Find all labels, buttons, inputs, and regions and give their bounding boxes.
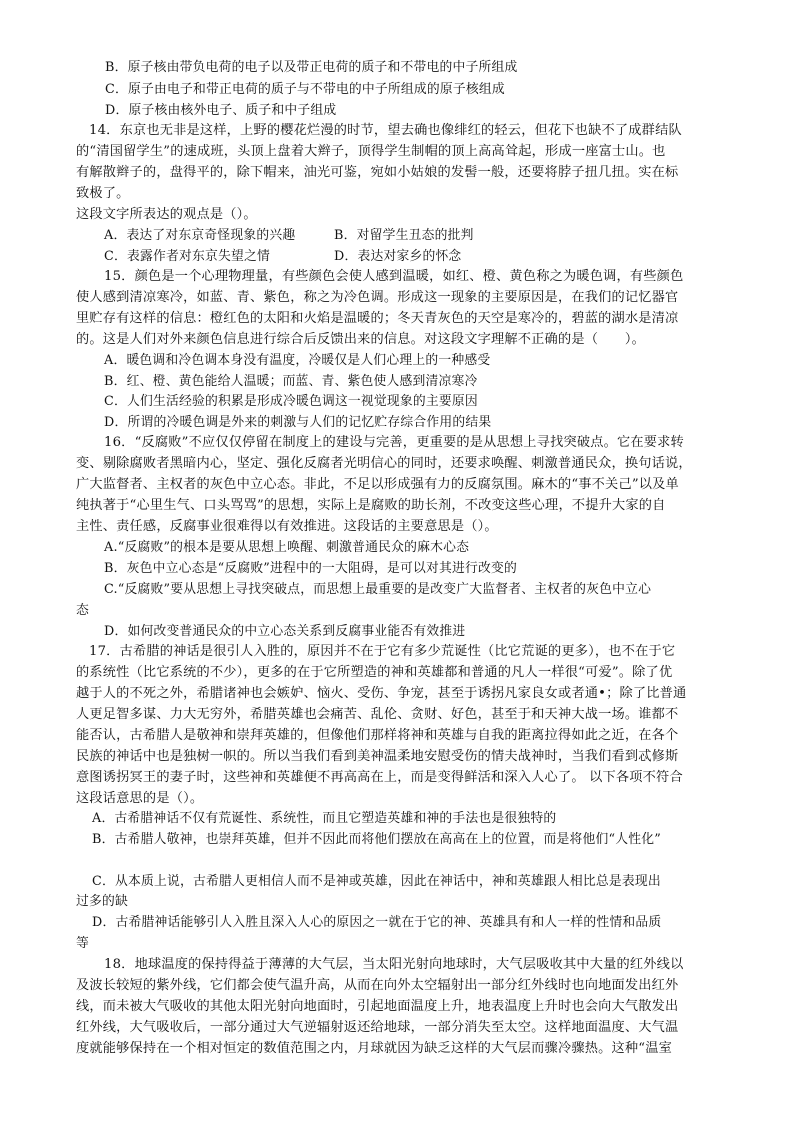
q14-option-a: A．表达了对东京奇怪现象的兴趣 xyxy=(104,228,296,243)
q15-option-a: A．暖色调和冷色调本身没有温度，冷暖仅是人们心理上的一种感受 xyxy=(104,353,491,368)
q17-option-a: A．古希腊神话不仅有荒诞性、系统性，而且它塑造英雄和神的手法也是很独特的 xyxy=(92,811,557,826)
q18-stem-line: 度就能够保持在一个相对恒定的数值范围之内，月球就因为缺乏这样的大气层而骤冷骤热。这种“温室 xyxy=(76,1041,672,1056)
q17-option-b: B．古希腊人敬神，也崇拜英雄，但并不因此而将他们摆放在高高在上的位置，而是将他们“人性化” xyxy=(92,832,661,847)
q15-stem-line: 的。这是人们对外来颜色信息进行综合后反馈出来的信息。对这段文字理解不正确的是（ ）。 xyxy=(76,332,646,347)
q16-stem-line: 16．“反腐败”不应仅仅停留在制度上的建设与完善，更重要的是从思想上寻找突破点。它在要求转 xyxy=(104,435,684,450)
q15-stem-line: 15．颜色是一个心理物理量，有些颜色会使人感到温暖，如红、橙、黄色称之为暖色调，有些颜色 xyxy=(104,269,684,284)
q15-stem-line: 里贮存有这样的信息：橙红色的太阳和火焰是温暖的；冬天青灰色的天空是寒冷的，碧蓝的湖水是清凉 xyxy=(76,311,679,326)
q17-stem-line: 17．古希腊的神话是很引人入胜的，原因并不在于它有多少荒诞性（比它荒诞的更多），也不在于它 xyxy=(89,644,676,659)
q17-option-d: D．古希腊神话能够引人入胜且深入人心的原因之一就在于它的神、英雄具有和人一样的性情和品质 xyxy=(92,915,662,930)
q14-stem-line: 有解散辫子的，盘得平的，除下帽来，油光可鉴，宛如小姑娘的发髻一般，还要将脖子扭几扭。实在标 xyxy=(76,165,679,180)
q17-stem-line: 意图诱拐冥王的妻子时，这些神和英雄便不再高高在上，而是变得鲜活和深入人心了。 以下各项不符合 xyxy=(76,770,683,785)
q14-question: 这段文字所表达的观点是（）。 xyxy=(76,207,257,222)
q15-option-c: C．人们生活经验的积累是形成冷暖色调这一视觉现象的主要原因 xyxy=(104,394,478,409)
q14-option-b: B．对留学生丑态的批判 xyxy=(334,228,474,243)
q15-option-b: B．红、橙、黄色能给人温暖；而蓝、青、紫色使人感到清凉寒冷 xyxy=(104,374,478,389)
q17-stem-line: 能否认，古希腊人是敬神和崇拜英雄的，但像他们那样将神和英雄与自我的距离拉得如此之近，在各个 xyxy=(76,728,679,743)
q16-stem-line: 广大监督者、主权者的灰色中立心态。非此，不足以形成强有力的反腐氛围。麻木的“事不关己”以及单 xyxy=(76,477,679,492)
q17-question: 这段话意思的是（）。 xyxy=(76,791,204,806)
q18-stem-line: 18．地球温度的保持得益于薄薄的大气层，当太阳光射向地球时，大气层吸收其中大量的红外线以 xyxy=(104,957,684,972)
q15-stem-line: 使人感到清凉寒冷，如蓝、青、紫色，称之为冷色调。形成这一现象的主要原因是，在我们的记忆器官 xyxy=(76,290,679,305)
q13-option-d: D．原子核由核外电子、质子和中子组成 xyxy=(105,103,337,118)
q17-option-d-cont: 等 xyxy=(76,936,89,951)
q16-option-c-cont: 态 xyxy=(76,603,89,618)
q13-option-b: B．原子核由带负电荷的电子以及带正电荷的质子和不带电的中子所组成 xyxy=(105,60,518,75)
q16-option-b: B．灰色中立心态是“反腐败”进程中的一大阻碍，是可以对其进行改变的 xyxy=(104,561,517,576)
q17-option-c-cont: 过多的缺 xyxy=(76,894,128,909)
q17-stem-line: 民族的神话中也是独树一帜的。所以当我们看到美神温柔地安慰受伤的情夫战神时，当我们看到忒修斯 xyxy=(76,749,679,764)
q16-stem-line: 纯执著于“心里生气、口头骂骂”的思想，实际上是腐败的助长剂，不改变这些心理，不提升大家的自 xyxy=(76,498,666,513)
q14-option-d: D．表达对家乡的怀念 xyxy=(334,249,462,264)
q16-stem-line: 主性、责任感，反腐事业很难得以有效推进。这段话的主要意思是（）。 xyxy=(76,519,498,534)
q14-stem-line: 致极了。 xyxy=(76,186,130,201)
q17-stem-line: 人更足智多谋、力大无穷外，希腊英雄也会痛苦、乱伦、贪财、好色，甚至于和天神大战一场。谁都不 xyxy=(76,707,679,722)
q13-option-c: C．原子由电子和带正电荷的质子与不带电的中子所组成的原子核组成 xyxy=(105,82,505,97)
q18-stem-line: 及波长较短的紫外线，它们都会使气温升高，从而在向外太空辐射出一部分红外线时也向地面发出红外 xyxy=(76,978,679,993)
q14-option-c: C．表露作者对东京失望之情 xyxy=(104,249,270,264)
q14-stem-line: 14．东京也无非是这样，上野的樱花烂漫的时节，望去确也像绯红的轻云，但花下也缺不了成群结队 xyxy=(89,123,682,138)
q16-option-a: A.“反腐败”的根本是要从思想上唤醒、刺激普通民众的麻木心态 xyxy=(104,540,470,555)
q17-option-c: C．从本质上说，古希腊人更相信人而不是神或英雄，因此在神话中，神和英雄跟人相比总是表现出 xyxy=(92,874,661,889)
q16-option-d: D．如何改变普通民众的中立心态关系到反腐事业能否有效推进 xyxy=(104,624,466,639)
q18-stem-line: 线，而未被大气吸收的其他太阳光射向地面时，引起地面温度上升，地表温度上升时也会向大气散发出 xyxy=(76,999,679,1014)
q17-stem-line: 越于人的不死之外，希腊诸神也会嫉妒、恼火、受伤、争宠，甚至于诱拐凡家良女或者通•；除了比普通 xyxy=(76,686,687,701)
q16-option-c: C.“反腐败”要从思想上寻找突破点，而思想上最重要的是改变广大监督者、主权者的灰色中立心 xyxy=(104,582,652,597)
q18-stem-line: 红外线，大气吸收后，一部分通过大气逆辐射返还给地球，一部分消失至太空。这样地面温度、大气温 xyxy=(76,1020,679,1035)
q14-stem-line: 的“清国留学生”的速成班，头顶上盘着大辫子，顶得学生制帽的顶上高高耸起，形成一座富士山。也 xyxy=(76,144,666,159)
q16-stem-line: 变、剔除腐败者黑暗内心，坚定、强化反腐者光明信心的同时，还要求唤醒、刺激普通民众，换句话说， xyxy=(76,456,692,471)
q17-stem-line: 的系统性（比它系统的不少），更多的在于它所塑造的神和英雄都和普通的凡人一样很“可爱”。除了优 xyxy=(76,665,673,680)
q15-option-d: D．所谓的冷暖色调是外来的刺激与人们的记忆贮存综合作用的结果 xyxy=(104,415,492,430)
